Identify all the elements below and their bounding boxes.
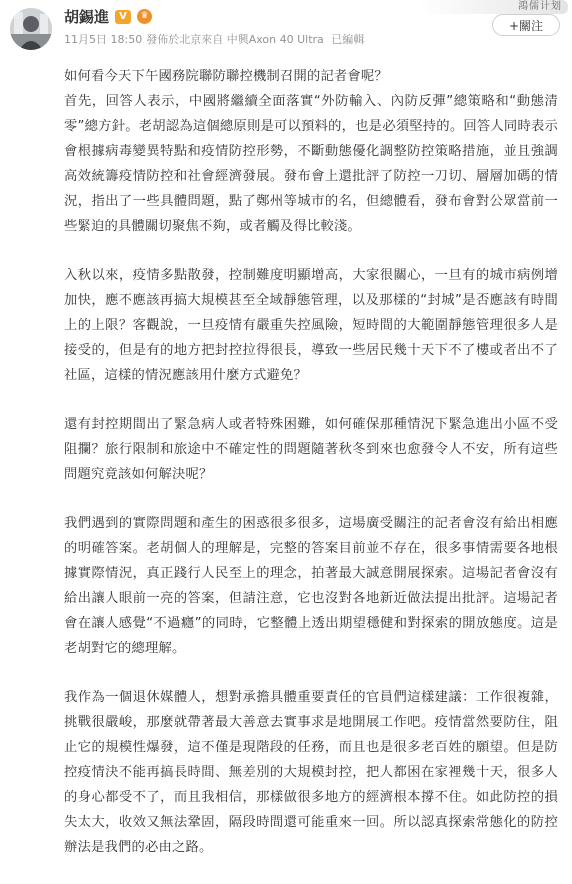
post-paragraph: 入秋以來，疫情多點散發，控制難度明顯增高，大家很關心，一旦有的城市病例增加快，應不應該再搞大規模甚至全域靜態管理，以及那樣的“封城”是否應該有時間上的上限？客觀說，一旦疫情有嚴重失控風險，短時間的大範圍靜態管理很多人是接受的，但是有的地方把封控拉得很長，導致一些居民幾十天下不了樓或者出不了社區，這樣的情況應該用什麼方式避免？	[64, 268, 558, 383]
post-paragraph-question: 如何看今天下午國務院聯防聯控機制召開的記者會呢？	[64, 69, 388, 84]
medal-icon: ♛	[137, 9, 152, 24]
follow-button[interactable]: +關注	[492, 14, 560, 36]
post-body	[64, 64, 558, 884]
post-paragraph: 還有封控期間出了緊急病人或者特殊困難，如何確保那種情況下緊急進出小區不受阻攔？旅行限制和旅途中不確定性的問題隨著秋冬到來也愈發令人不安，所有這些問題究竟該如何解決呢？	[64, 417, 558, 482]
post-paragraph: 我們遇到的實際問題和產生的困惑很多很多，這場廣受關注的記者會沒有給出相應的明確答案。老胡個人的理解是，完整的答案目前並不存在，很多事情需要各地根據實際情況，真正踐行人民至上的理念，拍著最大誠意開展探索。這場記者會沒有給出讓人眼前一亮的答案，但請注意，它也沒對各地新近做法提出批評。這場記者會在讓人感覺“不過癮”的同時，它整體上透出期望穩健和對探索的開放態度。這是老胡對它的總理解。	[64, 516, 558, 656]
post-source: 發佈於北京來自 中興Axon 40 Ultra	[146, 33, 324, 46]
post-paragraph: 首先，回答人表示，中國將繼續全面落實“外防輸入、內防反彈”總策略和“動態清零”總方針。老胡認為這個總原則是可以預料的，也是必須堅持的。回答人同時表示會根據病毒變異特點和疫情防控形勢，不斷動態優化調整防控策略措施，並且強調高效統籌疫情防控和社會經濟發展。發布會上還批評了防控一刀切、層層加碼的情況，指出了一些具體問題，點了鄭州等城市的名，但總體看，發布會對公眾當前一些緊迫的具體關切聚焦不夠，或者觸及得比較淺。	[64, 94, 558, 234]
edited-label[interactable]: 已編輯	[331, 33, 365, 46]
username[interactable]: 胡錫進	[64, 8, 110, 26]
name-row	[64, 6, 152, 27]
avatar[interactable]	[10, 8, 52, 50]
watermark-label: 鴻儒计划	[418, 0, 568, 14]
post-header	[0, 0, 572, 62]
verified-vip-icon: V	[115, 10, 131, 24]
post-timestamp[interactable]: 11月5日 18:50	[64, 33, 143, 46]
post-paragraph: 我作為一個退休媒體人，想對承擔具體重要責任的官員們這樣建議：工作很複雜，挑戰很嚴峻，那麼就帶著最大善意去實事求是地開展工作吧。疫情當然要防住，阻止它的規模性爆發，這不僅是現階段的任務，而且也是很多老百姓的願望。但是防控疫情決不能再搞長時間、無差別的大規模封控，把人都困在家裡幾十天，很多人的身心都受不了，而且我相信，那樣做很多地方的經濟根本撐不住。如此防控的損失太大，收效又無法鞏固，隔段時間還可能重來一回。所以認真探索常態化的防控辦法是我們的必由之路。	[64, 690, 558, 855]
avatar-photo-icon	[10, 8, 52, 50]
post-meta	[64, 31, 368, 47]
